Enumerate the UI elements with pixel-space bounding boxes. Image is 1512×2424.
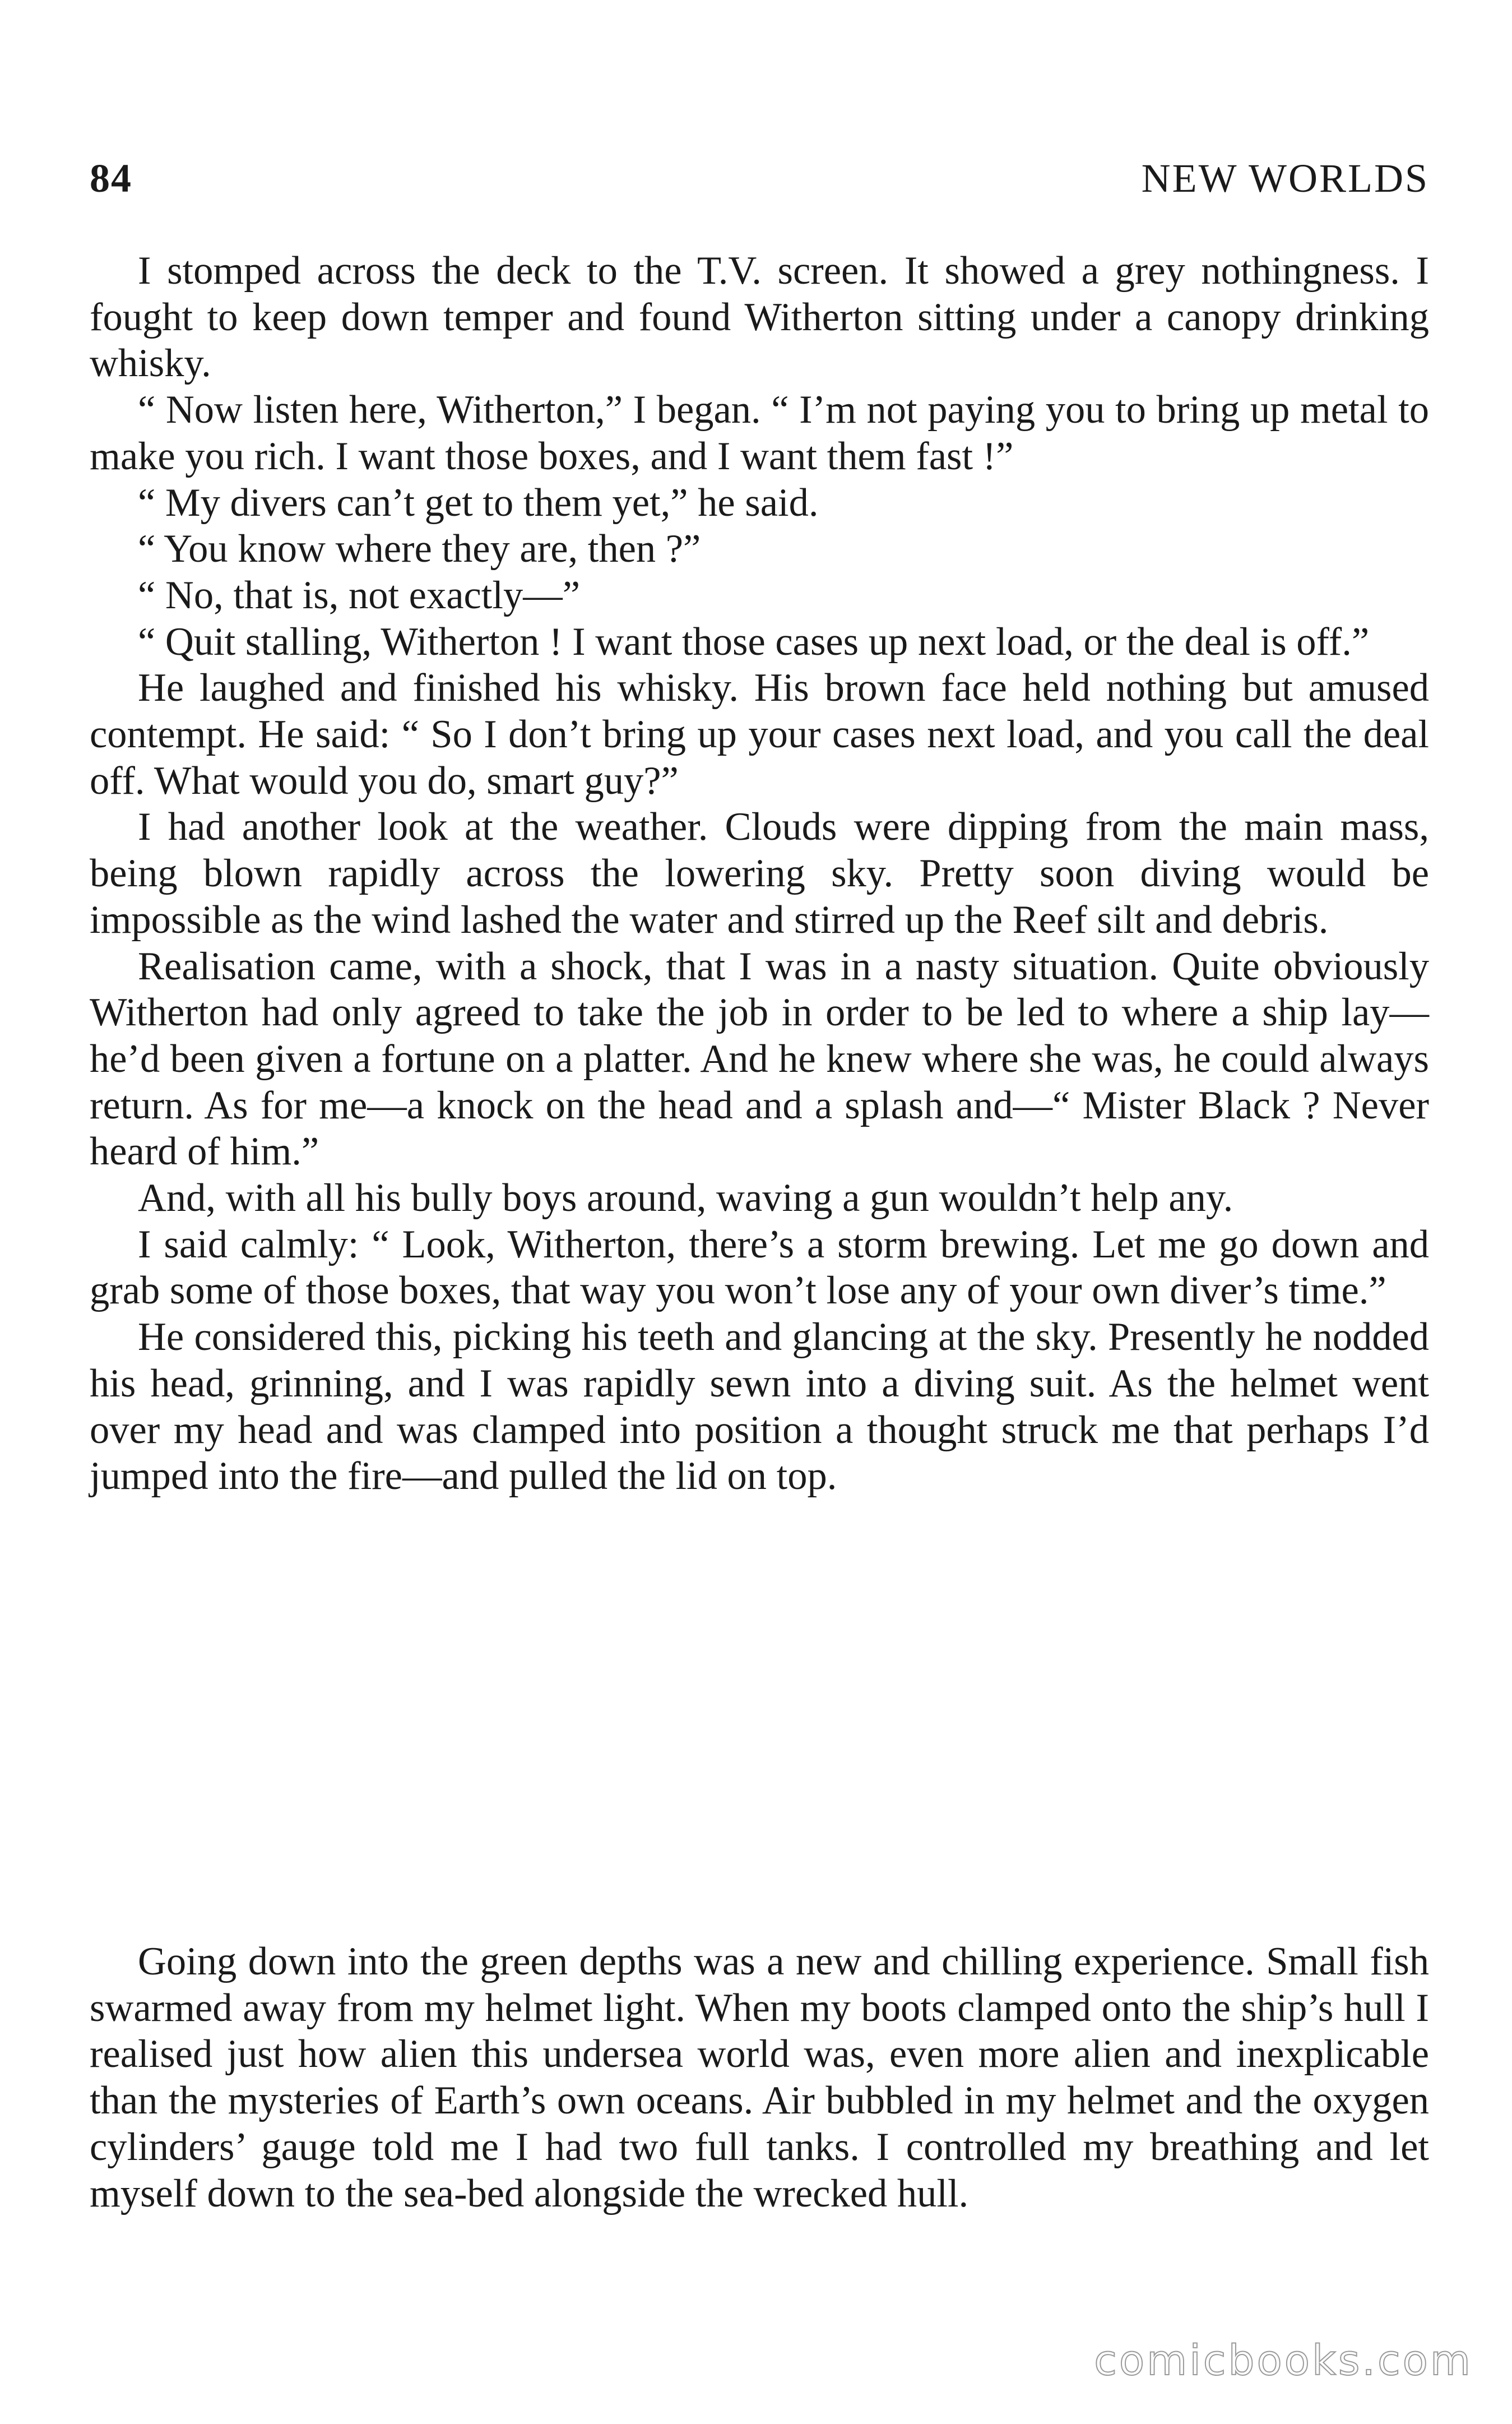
- paragraph: He considered this, picking his teeth and glancing at the sky. Presently he nodded his head, grinning, and I was rapidly sewn into a diving suit. As the helmet went over my head and was clamped into position a thought struck me that perhaps I’d jumped into the fire—and pulled the lid on top.: [90, 1315, 1429, 1498]
- paragraph: I stomped across the deck to the T.V. screen. It showed a grey nothingness. I fought to keep down temper and found Witherton sitting under a canopy drinking whisky.: [90, 249, 1429, 386]
- running-head: NEW WORLDS: [1141, 156, 1429, 201]
- paragraph: I had another look at the weather. Clouds were dipping from the main mass, being blown rapidly across the lowering sky. Pretty soon diving would be impossible as the wind lashed the water and stirred up the Reef silt and debris.: [90, 805, 1429, 942]
- body-text: [90, 248, 1429, 1500]
- page-header: [90, 150, 1429, 206]
- paragraph: “ Now listen here, Witherton,” I began. “ I’m not paying you to bring up metal to make you rich. I want those boxes, and I want them fast !”: [90, 388, 1429, 478]
- paragraph: Going down into the green depths was a new and chilling experience. Small fish swarmed away from my helmet light. When my boots clamped onto the ship’s hull I realised just how alien this undersea world was, even more alien and inexplicable than the mysteries of Earth’s own oceans. Air bubbled in my helmet and the oxygen cylinders’ gauge told me I had two full tanks. I controlled my breathing and let myself down to the sea-bed alongside the wrecked hull.: [90, 1940, 1429, 2215]
- paragraph: “ My divers can’t get to them yet,” he said.: [138, 480, 819, 525]
- paragraph: He laughed and finished his whisky. His brown face held nothing but amused contempt. He said: “ So I don’t bring up your cases next load, and you call the deal off. What would you do, smart guy?”: [90, 666, 1429, 803]
- watermark: comicbooks.com: [1094, 2337, 1473, 2385]
- paragraph: I said calmly: “ Look, Witherton, there’s a storm brewing. Let me go down and grab some of those boxes, that way you won’t lose any of your own diver’s time.”: [90, 1222, 1429, 1313]
- paragraph: “ Quit stalling, Witherton ! I want those cases up next load, or the deal is off.”: [138, 619, 1370, 664]
- page-number: 84: [90, 156, 132, 201]
- paragraph: And, with all his bully boys around, waving a gun wouldn’t help any.: [138, 1176, 1233, 1220]
- section-two: [90, 1939, 1429, 2217]
- paragraph: “ You know where they are, then ?”: [138, 527, 701, 571]
- paragraph: “ No, that is, not exactly—”: [138, 573, 580, 617]
- paragraph: Realisation came, with a shock, that I was in a nasty situation. Quite obviously Witherton had only agreed to take the job in order to be led to where a ship lay—he’d been given a fortune on a platter. And he knew where she was, he could always return. As for me—a knock on the head and a splash and—“ Mister Black ? Never heard of him.”: [90, 944, 1429, 1174]
